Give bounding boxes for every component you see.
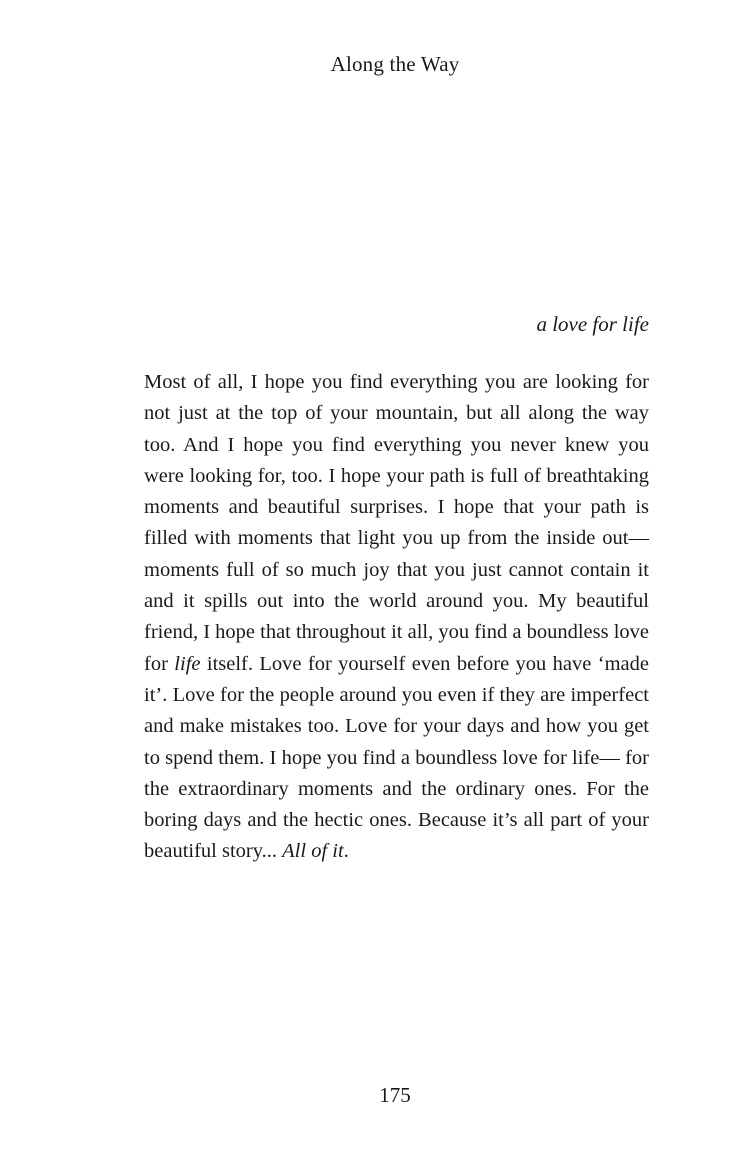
- body-paragraph: [144, 367, 649, 868]
- section-title: a love for life: [536, 312, 649, 336]
- body-text-part-3: .: [343, 840, 349, 863]
- body-emphasis-life: life: [174, 652, 201, 675]
- body-text-part-1: Most of all, I hope you find everything you are looking for not just at the top of your mountain, but all along the way too. And I hope you find everything you never knew you were looking for, too. I hope your path is full of breathtaking moments and beautiful surprises. I hope that your path is filled with moments that light you up from the inside out— moments full of so much joy that you just cannot contain it and it spills out into the world around you. My beautiful friend, I hope that throughout it all, you find a boundless love for: [144, 371, 650, 675]
- body-emphasis-all-of-it: All of it: [282, 840, 344, 863]
- running-header: Along the Way: [330, 52, 460, 76]
- body-text-part-2: itself. Love for yourself even before you have ‘made it’. Love for the people around you even if they are imperfect and make mistakes too. Love for your days and how you get to spend them. I hope you find a boundless love for life— for the extraordinary moments and the ordinary ones. For the boring days and the hectic ones. Because it’s all part of your beautiful story...: [144, 652, 649, 863]
- page-number: 175: [379, 1083, 411, 1107]
